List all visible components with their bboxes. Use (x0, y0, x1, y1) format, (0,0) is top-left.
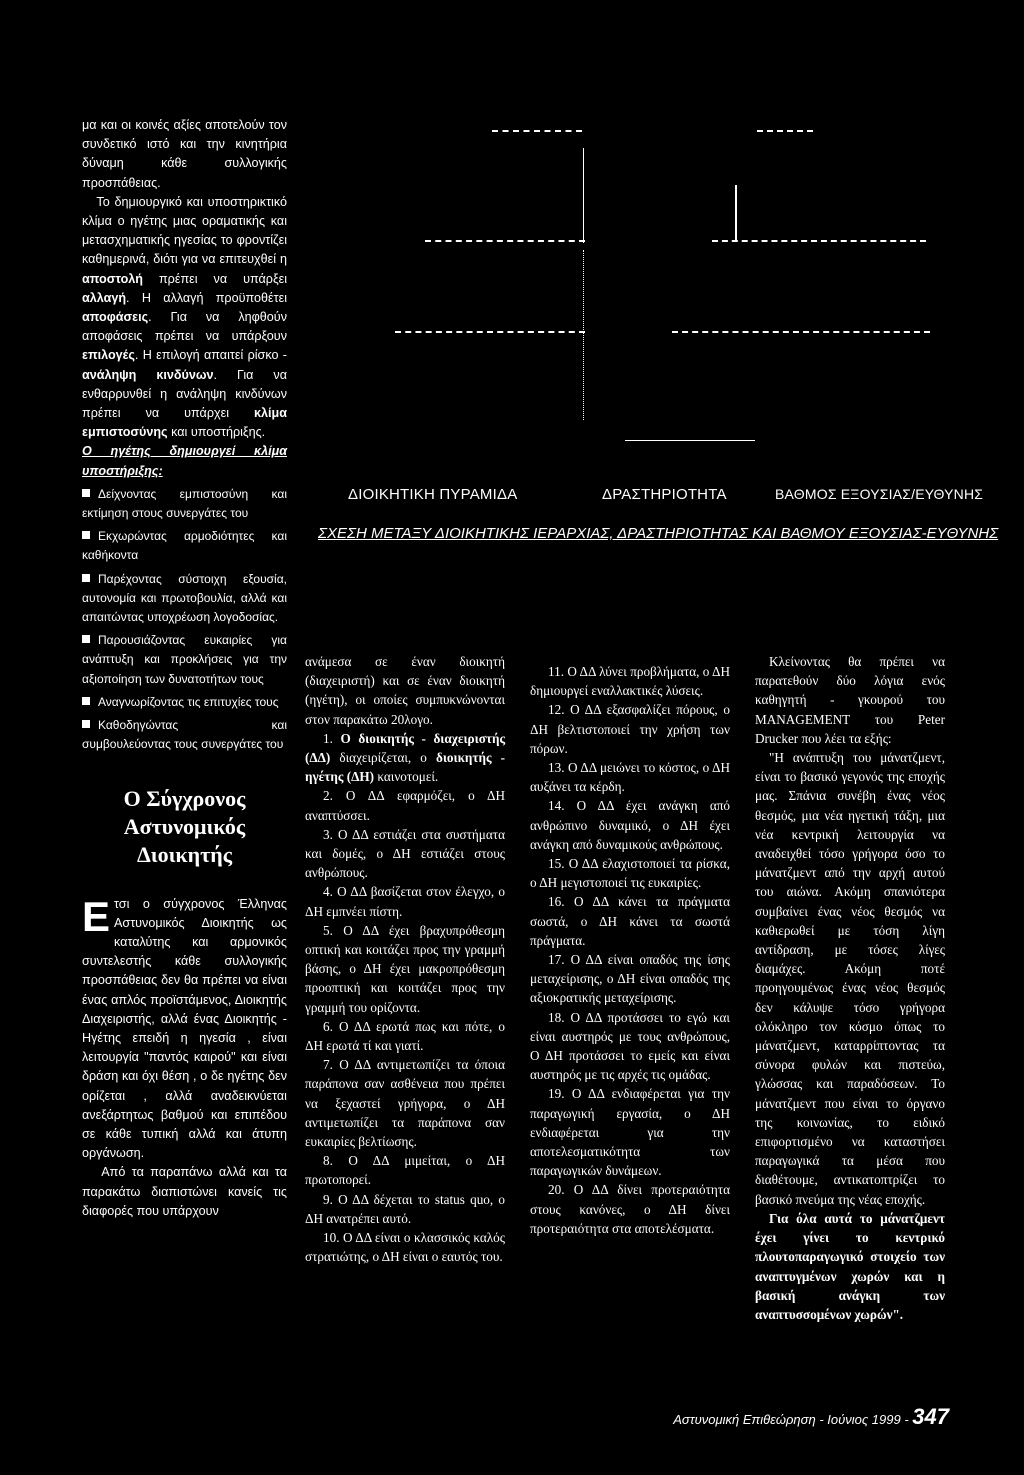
paragraph-quote: "Η ανάπτυξη του μάνατζμεντ, είναι το βασικό γεγονός της εποχής μας. Σπάνια συνέβη ένας νέος θεσμός, μια νέα ηγετική τάξη, μια νέα κεντρική λειτουργία να αναδειχθεί τόσο γρήγορα όσο το μάνατζμεντ από την αρχή αυτού του αιώνα. Ακόμη σπανιότερα συμβαίνει ένας νέος θεσμός να καθιερωθεί με τόση λίγη αντίδραση, με τόσες λίγες διαμάχες. Ακόμη ποτέ προηγουμένως ένας νέος θεσμός δεν κάλυψε τόσο γρήγορα ολόκληρο τον κόσμο όπως το μάνατζμεντ, καταρρίπτοντας τα σύνορα φυλών και πιστεύω, γλώσσας και παραδόσεων. Το μάνατζμεντ που είναι το όργανο της κοινωνίας, το ειδικό επιφορτισμένο να καταστήσει παραγωγικά τα μέσα που διαθέτουμε, αντικατοπτρίζει το βασικό πνεύμα της νέας εποχής. (755, 750, 945, 1207)
list-item: 7. Ο ΔΔ αντιμετωπίζει τα όποια παράπονα σαν ασθένεια που πρέπει να ξεχαστεί γρήγορα, ο ΔΗ αντιμετωπίζει τα παράπονα σαν ευκαιρίες βελτίωσης. (305, 1057, 505, 1150)
journal-name: Αστυνομική Επιθεώρηση - Ιούνιος 1999 - (673, 1412, 913, 1427)
section-title: Ο Σύγχρονος Αστυνομικός Διοικητής (123, 785, 246, 867)
list-item: 9. Ο ΔΔ δέχεται το status quo, ο ΔΗ ανατρέπει αυτό. (305, 1191, 505, 1226)
label-authority-responsibility: ΒΑΘΜΟΣ ΕΞΟΥΣΙΑΣ/ΕΥΘΥΝΗΣ (775, 486, 984, 502)
diagram-caption: ΣΧΕΣΗ ΜΕΤΑΞΥ ΔΙΟΙΚΗΤΙΚΗΣ ΙΕΡΑΡΧΙΑΣ, ΔΡΑΣΤΗΡΙΟΤΗΤΑΣ ΚΑΙ ΒΑΘΜΟΥ ΕΞΟΥΣΙΑΣ-ΕΥΘΥΝΗΣ (318, 525, 999, 542)
list-item: Καθοδηγώντας και συμβουλεύοντας τους συνεργάτες του (82, 718, 287, 752)
list-item: Δείχνοντας εμπιστοσύνη και εκτίμηση στους συνεργάτες του (82, 486, 287, 521)
drop-cap: Ε (82, 892, 111, 940)
bullet-square-icon (82, 635, 90, 643)
list-item: 11. Ο ΔΔ λύνει προβλήματα, ο ΔΗ δημιουργεί εναλλακτικές λύσεις. (530, 664, 730, 699)
paragraph-final: Για όλα αυτά το μάνατζμεντ έχει γίνει το κεντρικό πλουτοπαραγωγικό στοιχείο των αναπτυγμένων χωρών και η βασική ανάγκη των αναπτυσσομένων χωρών". (755, 1210, 945, 1322)
diagram-base-line (625, 440, 755, 441)
subheading-support: Ο ηγέτης δημιουργεί κλίμα υποστήριξης: (82, 444, 287, 478)
diagram-level-1-right (757, 130, 813, 132)
diagram-level-1-left (492, 130, 582, 132)
list-item: 8. Ο ΔΔ μιμείται, ο ΔΗ πρωτοπορεί. (305, 1153, 505, 1188)
list-item: 16. Ο ΔΔ κάνει τα πράγματα σωστά, ο ΔΗ κάνει τα σωστά πράγματα. (530, 894, 730, 948)
column-left (82, 116, 287, 1221)
diagram-level-2-right (712, 240, 926, 242)
list-item: Παρέχοντας σύστοιχη εξουσία, αυτονομία και πρωτοβουλία, αλλά και απαιτώντας υποχρέωση λογοδοσίας. (82, 571, 287, 625)
diagram-level-3-right (672, 331, 930, 333)
page-footer (673, 1404, 949, 1430)
diagram-axis-upper (583, 148, 584, 243)
bullet-square-icon (82, 720, 90, 728)
bullet-square-icon (82, 489, 90, 497)
list-item: 14. Ο ΔΔ έχει ανάγκη από ανθρώπινο δυναμικό, ο ΔΗ έχει ανάγκη από δυναμικούς ανθρώπους. (530, 798, 730, 852)
bullet-square-icon (82, 574, 90, 582)
list-item: 5. Ο ΔΔ έχει βραχυπρόθεσμη οπτική και κοιτάζει προς την γραμμή βάσης, ο ΔΗ έχει μακροπρόθεσμη προοπτική και κοιτάζει προς την γραμμή του ορίζοντα. (305, 922, 505, 1015)
list-item: 2. Ο ΔΔ εφαρμόζει, ο ΔΗ αναπτύσσει. (305, 788, 505, 823)
diagram-level-3-left (395, 331, 585, 333)
list-item: 18. Ο ΔΔ προτάσσει το εγώ και είναι αυστηρός με τους ανθρώπους, Ο ΔΗ προτάσσει το εμείς και είναι αυστηρός με τις αρχές τις ομάδας. (530, 1009, 730, 1083)
list-item: 4. Ο ΔΔ βασίζεται στον έλεγχο, ο ΔΗ εμπνέει πίστη. (305, 884, 505, 919)
list-item: Εκχωρώντας αρμοδιότητες και καθήκοντα (82, 529, 287, 563)
label-administrative-pyramid: ΔΙΟΙΚΗΤΙΚΗ ΠΥΡΑΜΙΔΑ (348, 486, 518, 503)
list-item: 6. Ο ΔΔ ερωτά πως και πότε, ο ΔΗ ερωτά τί και γιατί. (305, 1018, 505, 1054)
list-item: 13. Ο ΔΔ μειώνει το κόστος, ο ΔΗ αυξάνει τα κέρδη. (530, 760, 730, 795)
list-item: 19. Ο ΔΔ ενδιαφέρεται για την παραγωγική εργασία, ο ΔΗ ενδιαφέρεται για την αποτελεσματικότητα των παραγωγικών δυνάμεων. (530, 1086, 730, 1179)
label-activity: ΔΡΑΣΤΗΡΙΟΤΗΤΑ (602, 486, 727, 503)
list-item: 20. Ο ΔΔ δίνει προτεραιότητα στους κανόνες, ο ΔΗ δίνει προτεραιότητα στα αποτελέσματα. (530, 1182, 730, 1236)
list-item: 3. Ο ΔΔ εστιάζει στα συστήματα και δομές, ο ΔΗ εστιάζει στους ανθρώπους. (305, 826, 505, 881)
bullet-list (82, 485, 287, 755)
list-item: Παρουσιάζοντας ευκαιρίες για ανάπτυξη και προκλήσεις για την αξιοποίηση των δυνατοτήτων τους (82, 633, 287, 686)
list-item: 1. Ο διοικητής - διαχειριστής (ΔΔ) διαχειρίζεται, ο διοικητής - ηγέτης (ΔΗ) καινοτομεί. (305, 730, 506, 785)
list-item: 10. Ο ΔΔ είναι ο κλασσικός καλός στρατιώτης, ο ΔΗ είναι ο εαυτός του. (305, 1230, 505, 1265)
paragraph-modern-commander: Ετσι ο σύγχρονος Έλληνας Αστυνομικός Διοικητής ως καταλύτης και αρμονικός συντελεστής κάθε συλλογικής προσπάθειας δεν θα πρέπει να είναι ένας απλός προϊστάμενος, Διοικητής Διαχειριστής, αλλά ένας Διοικητής - Ηγέτης επειδή η ηγεσία , είναι λειτουργία "παντός καιρού" και είναι δράση και όχι θέση , ο δε ηγέτης δεν ορίζεται , αλλά αναδεικνύεται ανεξάρτητως βαθμού και επιπέδου σε κάθε τυπική αλλά και άτυπη οργάνωση. (82, 892, 287, 1161)
column-conclusion (755, 652, 945, 1324)
paragraph-intro-list: ανάμεσα σε έναν διοικητή (διαχειριστή) και σε έναν διοικητή (ηγέτη), οι οποίες συμπυκνώνονται στον παρακάτω 20λογο. (305, 654, 505, 727)
paragraph-climate: Το δημιουργικό και υποστηρικτικό κλίμα ο ηγέτης μιας οραματικής και μετασχηματικής ηγεσίας το φροντίζει καθημερινά, διότι για να επιτευχθεί η αποστολή πρέπει να υπάρξει αλλαγή. Η αλλαγή προϋποθέτει αποφάσεις. Για να ληφθούν αποφάσεις πρέπει να υπάρξουν επιλογές. Η επιλογή απαιτεί ρίσκο - ανάληψη κινδύνων. Για να ενθαρρυνθεί η ανάληψη κινδύνων πρέπει να υπάρχει κλίμα εμπιστοσύνης και υποστήριξης. (82, 194, 288, 440)
bullet-square-icon (82, 697, 90, 705)
page-number: 347 (912, 1404, 949, 1429)
list-item: 15. Ο ΔΔ ελαχιστοποιεί τα ρίσκα, ο ΔΗ μεγιστοποιεί τις ευκαιρίες. (530, 856, 730, 891)
column-comparison-2 (530, 662, 730, 1238)
paragraph-intro: μα και οι κοινές αξίες αποτελούν τον συνδετικό ιστό και την κινητήρια δύναμη κάθε συλλογικής προσπάθειας. (82, 118, 287, 190)
list-item: Αναγνωρίζοντας τις επιτυχίες τους (82, 693, 287, 712)
diagram-marker (735, 185, 737, 240)
diagram-level-2-left (425, 240, 585, 242)
list-item: 17. Ο ΔΔ είναι οπαδός της ίσης μεταχείρισης, ο ΔΗ είναι οπαδός της αξιοκρατικής μεταχείρισης. (530, 952, 730, 1006)
column-comparison-1 (305, 652, 505, 1267)
list-item: 12. Ο ΔΔ εξασφαλίζει πόρους, ο ΔΗ βελτιστοποιεί την χρήση των πόρων. (530, 702, 730, 756)
diagram-axis-lower (583, 250, 584, 420)
bullet-square-icon (82, 531, 90, 539)
paragraph-differences: Από τα παραπάνω αλλά και τα παρακάτω διαπιστώνει κανείς τις διαφορές που υπάρχουν (82, 1165, 287, 1218)
paragraph-closing: Κλείνοντας θα πρέπει να παρατεθούν δύο λόγια ενός καθηγητή - γκουρού του MANAGEMENT του Peter Drucker που λέει τα εξής: (755, 654, 945, 746)
